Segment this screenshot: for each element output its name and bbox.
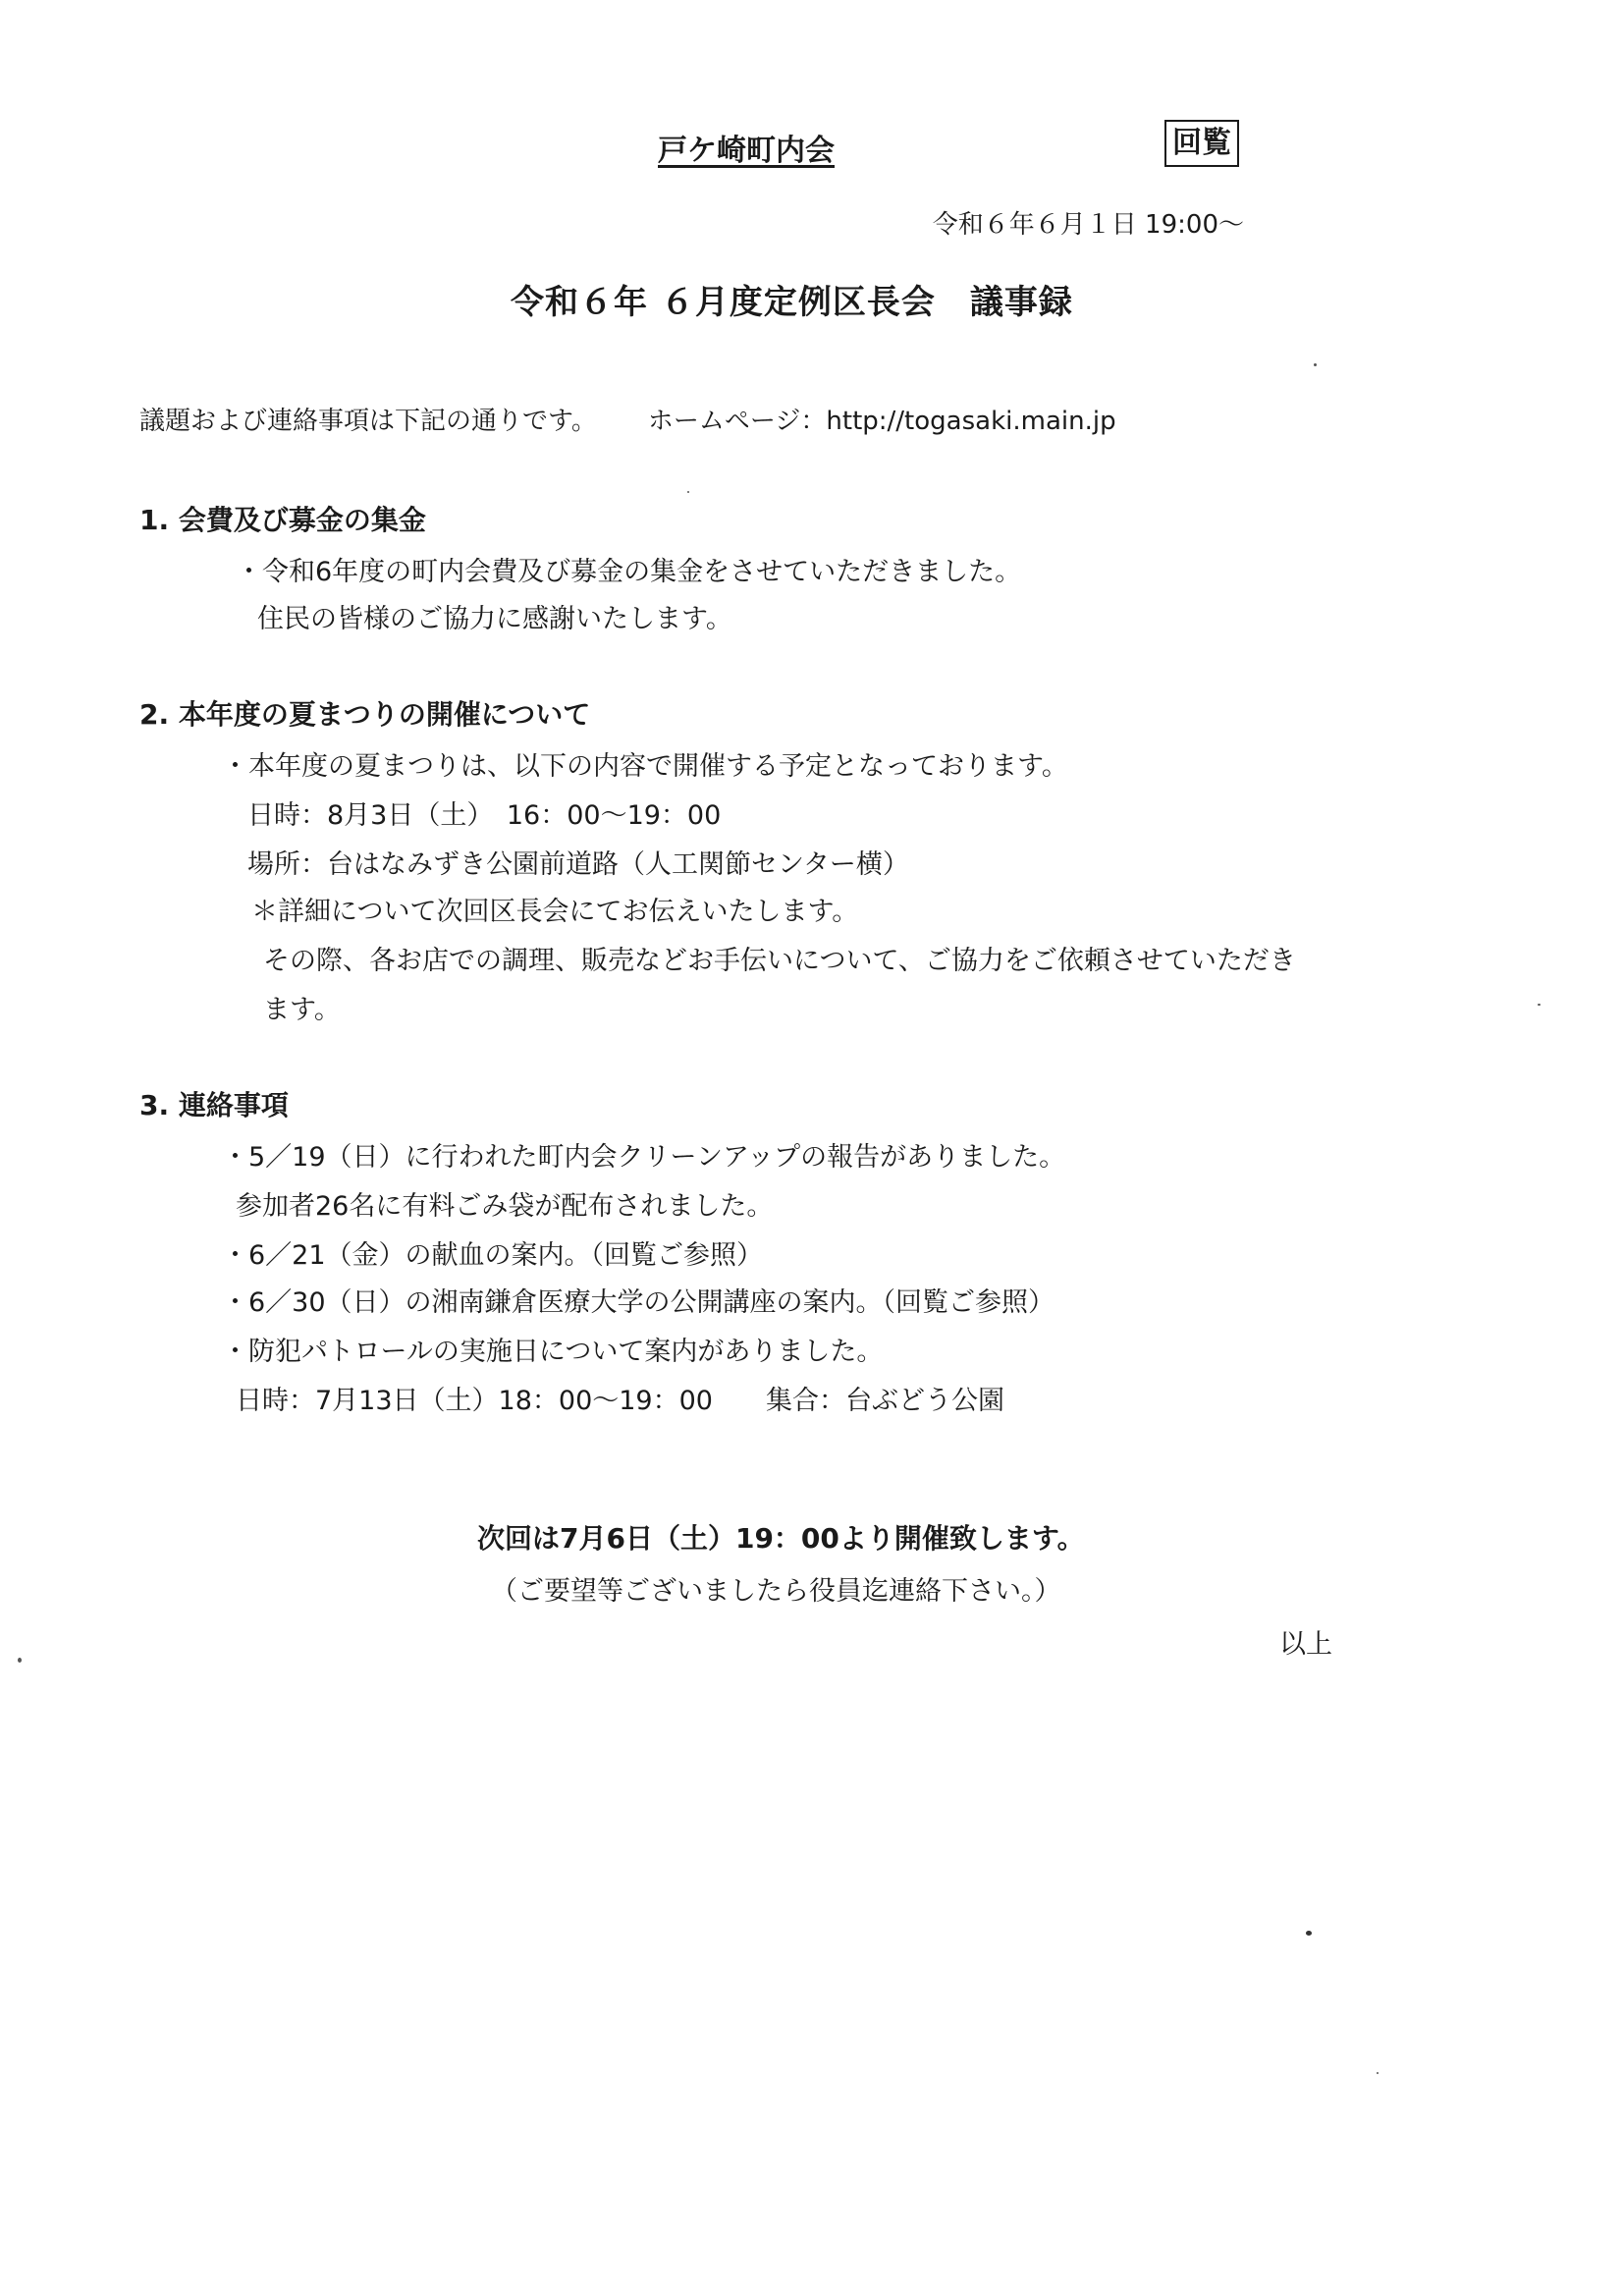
section1-line: ・令和6年度の町内会費及び募金の集金をさせていただきました。 (236, 557, 1022, 587)
section2-line: その際、各お店での調理、販売などお手伝いについて、ご協力をご依頼させていただき (263, 946, 1296, 976)
section3-heading: 3. 連絡事項 (139, 1089, 289, 1121)
scan-speck (1538, 1004, 1541, 1006)
meeting-date: 令和６年６月１日 19:00～ (932, 210, 1244, 240)
section2-line: 日時：8月3日（土） 16：00～19：00 (247, 800, 722, 831)
organization-name: 戸ケ崎町内会 (658, 134, 835, 168)
section2-line: 場所：台はなみずき公園前道路（人工関節センター横） (247, 849, 909, 880)
scan-speck (687, 491, 689, 493)
scan-speck (1314, 363, 1317, 366)
closing-mark: 以上 (1279, 1629, 1332, 1660)
scan-speck (1306, 1931, 1312, 1936)
section3-line: ・6／30（日）の湘南鎌倉医療大学の公開講座の案内。（回覧ご参照） (222, 1287, 1055, 1318)
section1-heading: 1. 会費及び募金の集金 (139, 504, 426, 536)
intro-line (139, 401, 1116, 437)
section3-line: 日時：7月13日（土）18：00～19：00 集合：台ぶどう公園 (236, 1386, 1004, 1416)
section3-line: ・防犯パトロールの実施日について案内がありました。 (222, 1337, 884, 1367)
section2-line: ます。 (263, 995, 341, 1025)
scan-speck (1377, 2072, 1379, 2074)
intro-text: 議題および連絡事項は下記の通りです。 (139, 407, 597, 436)
scan-speck (18, 1658, 22, 1663)
section3-line: ・5／19（日）に行われた町内会クリーンアップの報告がありました。 (222, 1142, 1066, 1173)
section2-heading: 2. 本年度の夏まつりの開催について (139, 698, 591, 731)
document-title: 令和６年 ６月度定例区長会 議事録 (511, 283, 1073, 322)
section3-line: ・6／21（金）の献血の案内。（回覧ご参照） (222, 1240, 764, 1271)
section2-line: ・本年度の夏まつりは、以下の内容で開催する予定となっております。 (222, 751, 1068, 782)
section1-line: 住民の皆様のご協力に感謝いたします。 (257, 604, 732, 634)
contact-note: （ご要望等ございましたら役員迄連絡下さい。） (491, 1576, 1061, 1607)
section3-line: 参加者26名に有料ごみ袋が配布されました。 (236, 1191, 774, 1222)
next-meeting-notice: 次回は7月6日（土）19：00より開催致します。 (477, 1522, 1085, 1555)
homepage-text: ホームページ：http://togasaki.main.jp (647, 407, 1116, 436)
circulation-stamp: 回覧 (1164, 120, 1239, 167)
section2-line: ＊詳細について次回区長会にてお伝えいたします。 (251, 897, 859, 927)
